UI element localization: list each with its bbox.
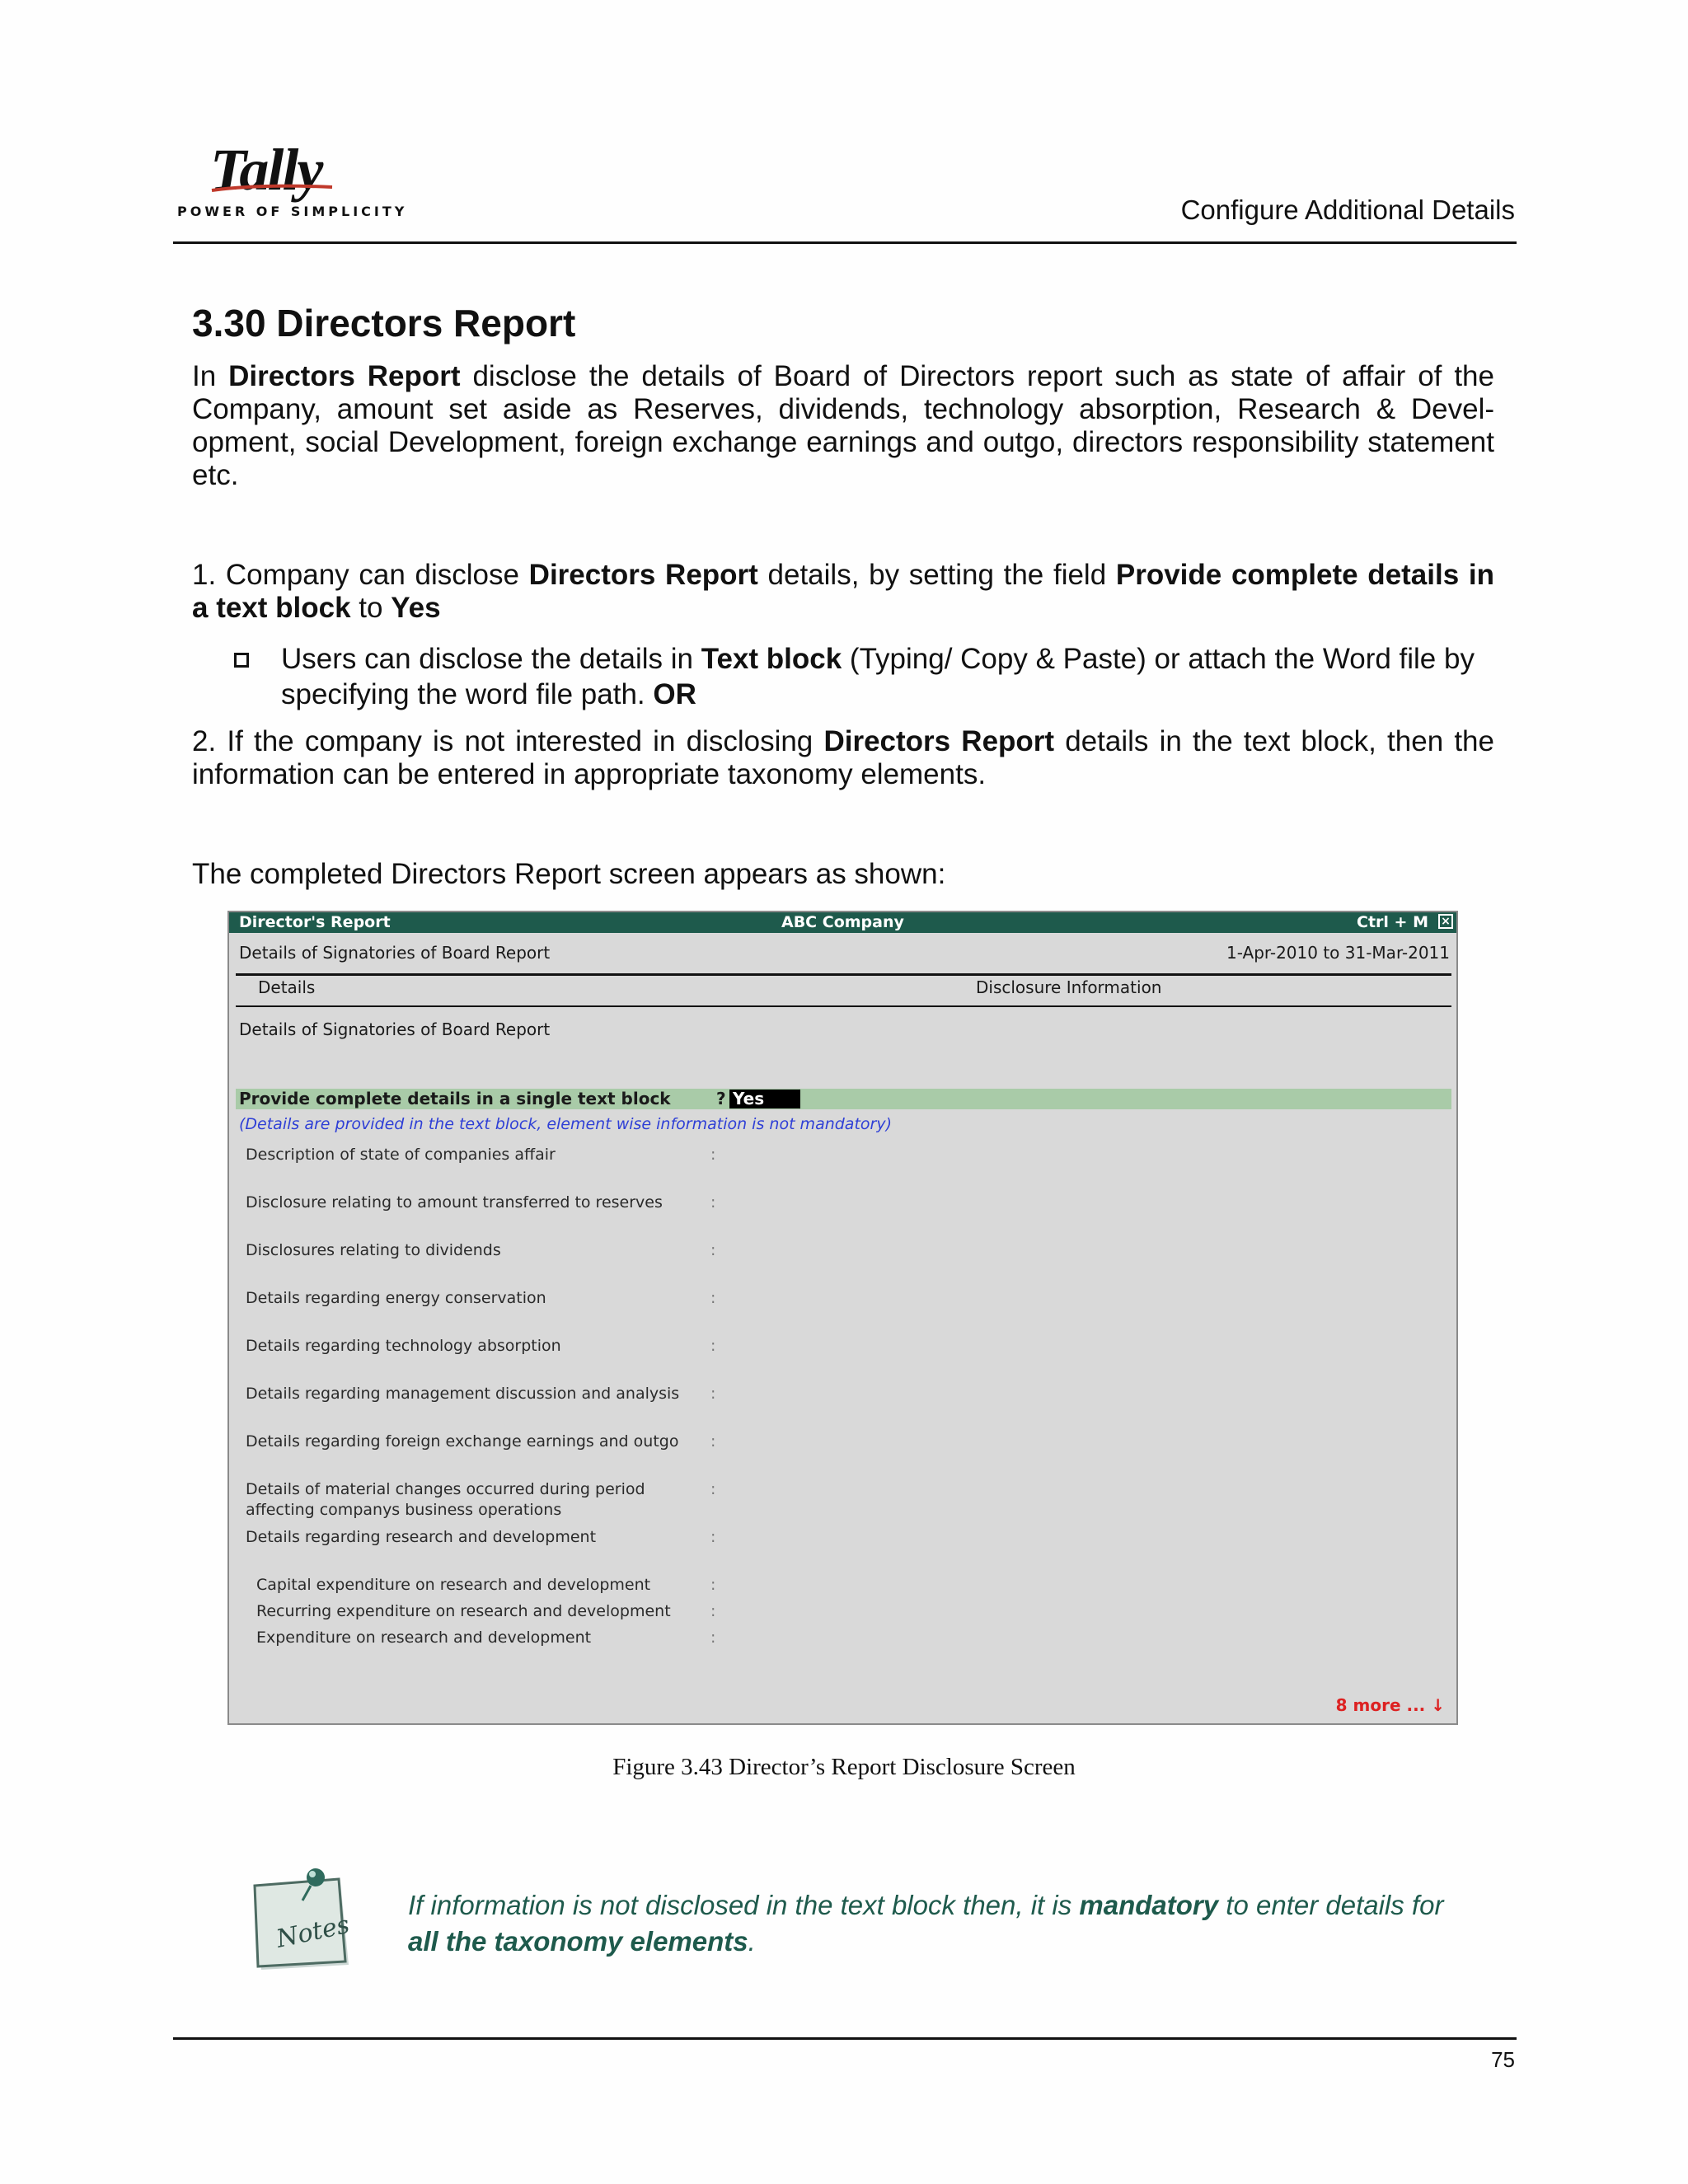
row-colon: :	[710, 1528, 716, 1546]
lead-in-text: The completed Directors Report screen appears as shown:	[192, 858, 946, 890]
row-colon: :	[710, 1602, 716, 1620]
more-items-link[interactable]: 8 more ... ↓	[1335, 1695, 1445, 1715]
shortcut-label: Ctrl + M	[1357, 913, 1428, 931]
disclosure-subrow-label: Expenditure on research and development	[256, 1629, 592, 1647]
disclosure-row-label: Details regarding research and development	[246, 1528, 597, 1546]
disclosure-row-label: Details regarding energy conservation	[246, 1289, 546, 1307]
directors-report-screen	[227, 911, 1458, 1725]
divider-columns	[236, 1005, 1451, 1007]
footer-rule	[173, 2037, 1517, 2040]
disclosure-row-label: Disclosures relating to dividends	[246, 1241, 501, 1259]
screen-titlebar	[229, 912, 1456, 933]
period-label: 1-Apr-2010 to 31-Mar-2011	[1226, 943, 1450, 963]
disclosure-row-label: Details regarding foreign exchange earnings and outgo	[246, 1432, 679, 1451]
row-colon: :	[710, 1480, 716, 1498]
header-title: Configure Additional Details	[1180, 194, 1515, 225]
text-block-field-value[interactable]: Yes	[729, 1090, 800, 1108]
figure-caption: Figure 3.43 Director’s Report Disclosure Screen	[612, 1754, 1076, 1780]
logo-wordmark: Tally	[210, 137, 322, 203]
row-colon: :	[710, 1629, 716, 1647]
screen-title: Director's Report	[239, 913, 391, 931]
page-number: 75	[1491, 2047, 1515, 2072]
bullet-item: Users can disclose the details in Text block (Typing/ Copy & Paste) or attach the Word file by specifying the word file path. OR	[281, 643, 1475, 710]
disclosure-subrow-label: Recurring expenditure on research and development	[256, 1602, 671, 1620]
group-title: Details of Signatories of Board Report	[239, 1019, 551, 1039]
disclosure-row-label: Details of material changes occurred during period affecting companys business operations	[246, 1480, 645, 1519]
divider-top	[236, 973, 1451, 976]
notes-pin-icon	[251, 1864, 354, 1971]
disclosure-row-label: Details regarding technology absorption	[246, 1337, 561, 1355]
close-icon[interactable]: ×	[1438, 914, 1453, 929]
notes-text: If information is not disclosed in the text block then, it is mandatory to enter details for all the taxonomy elements.	[408, 1890, 1444, 1957]
section-heading: 3.30 Directors Report	[192, 302, 576, 344]
header-rule	[173, 241, 1517, 244]
row-colon: :	[710, 1193, 716, 1212]
row-colon: :	[710, 1385, 716, 1403]
disclosure-row-label: Disclosure relating to amount transferred to reserves	[246, 1193, 663, 1212]
company-name: ABC Company	[781, 913, 904, 931]
field-hint: (Details are provided in the text block, element wise information is not mandatory)	[239, 1115, 892, 1133]
notes-icon-label: Notes	[274, 1910, 353, 1954]
disclosure-row-label: Description of state of companies affair	[246, 1146, 556, 1164]
field-question-mark: ?	[716, 1089, 726, 1108]
item-2: 2. If the company is not interested in disclosing Directors Report details in the text block, then the information can be entered in appropriate taxonomy elements.	[192, 725, 1494, 790]
intro-paragraph: In Directors Report disclose the details of Board of Directors report such as state of affair of the Company, amount set aside as Reserves, dividends, technology absorption, Research & Devel-opment, social Development, foreign exchange earnings and outgo, directors responsibility statement etc.	[192, 360, 1494, 491]
row-colon: :	[710, 1241, 716, 1259]
row-colon: :	[710, 1337, 716, 1355]
tally-logo	[177, 136, 408, 227]
disclosure-subrow-label: Capital expenditure on research and development	[256, 1576, 651, 1594]
item-1: 1. Company can disclose Directors Report details, by setting the field Provide complete details in a text block to Yes	[192, 559, 1494, 624]
column-header-disclosure: Disclosure Information	[976, 977, 1162, 997]
logo-tagline: POWER OF SIMPLICITY	[177, 204, 408, 219]
row-colon: :	[710, 1146, 716, 1164]
row-colon: :	[710, 1576, 716, 1594]
logo-swoosh-icon	[210, 182, 334, 194]
row-colon: :	[710, 1289, 716, 1307]
subheader-title: Details of Signatories of Board Report	[239, 943, 551, 963]
column-header-details: Details	[258, 977, 316, 997]
text-block-field-label: Provide complete details in a single text block	[239, 1089, 671, 1108]
bullet-square-icon	[234, 653, 249, 668]
disclosure-row-label: Details regarding management discussion and analysis	[246, 1385, 680, 1403]
row-colon: :	[710, 1432, 716, 1451]
